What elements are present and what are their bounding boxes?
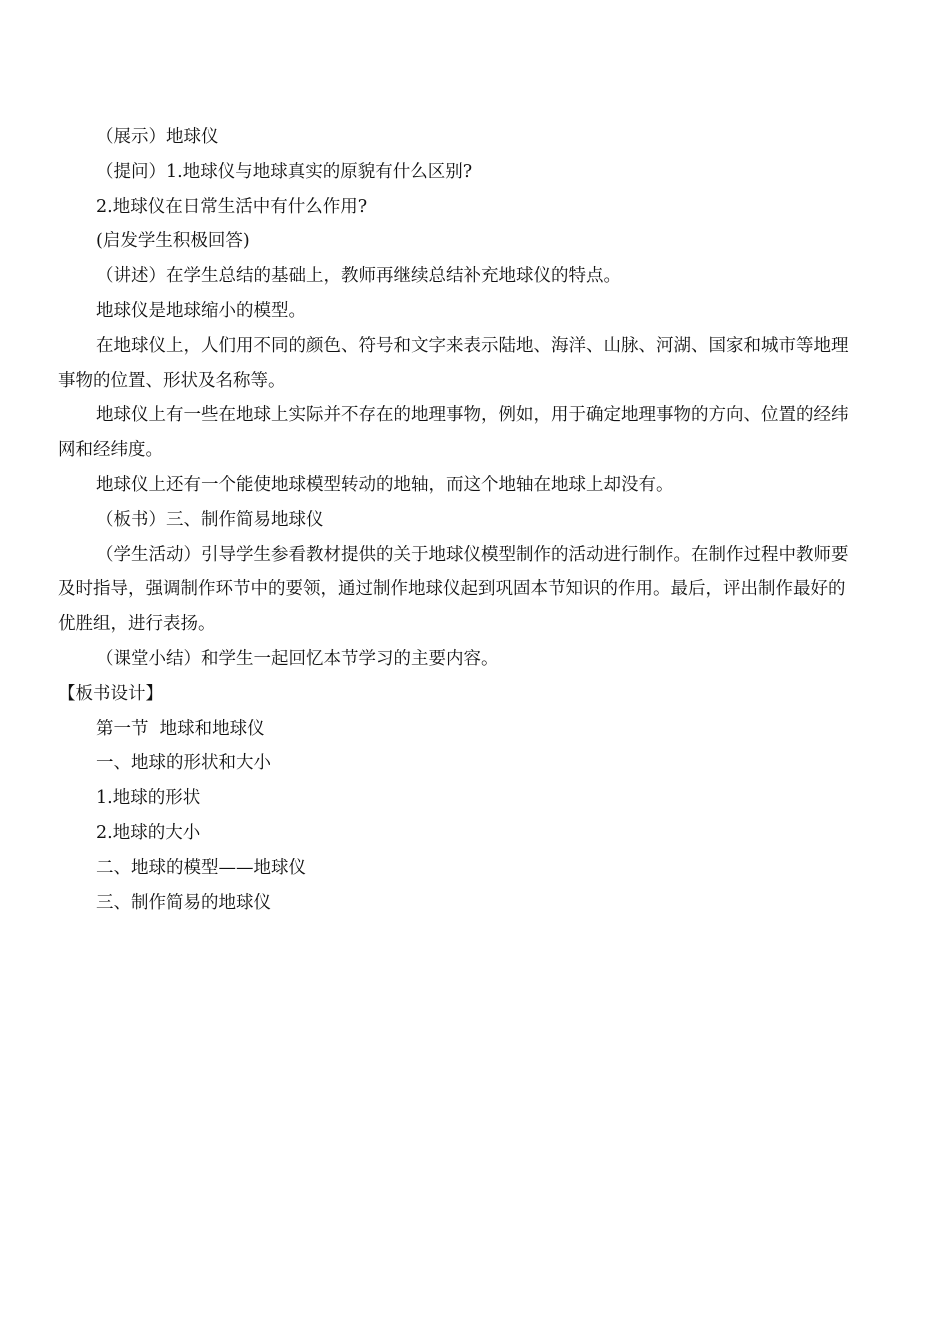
paragraph-display: （展示）地球仪 <box>96 127 219 147</box>
paragraph-board-note: （板书）三、制作简易地球仪 <box>96 509 324 530</box>
board-line: 三、制作简易的地球仪 <box>96 892 271 913</box>
paragraph-question-1: （提问）1.地球仪与地球真实的原貌有什么区别? <box>96 161 473 182</box>
document-page <box>58 120 850 920</box>
board-line: 第一节 地球和地球仪 <box>96 718 265 739</box>
board-design-heading: 【板书设计】 <box>58 683 163 704</box>
board-line: 1.地球的形状 <box>96 788 201 809</box>
board-line: 2.地球的大小 <box>96 822 201 843</box>
paragraph-axis: 地球仪上还有一个能使地球模型转动的地轴，而这个地轴在地球上却没有。 <box>96 474 674 495</box>
board-line: 二、地球的模型——地球仪 <box>96 857 306 878</box>
paragraph-lecture: （讲述）在学生总结的基础上，教师再继续总结补充地球仪的特点。 <box>96 266 621 287</box>
paragraph-prompt-answer: (启发学生积极回答) <box>96 231 250 252</box>
board-line: 一、地球的形状和大小 <box>96 753 271 774</box>
paragraph-globe-model: 地球仪是地球缩小的模型。 <box>96 300 306 321</box>
paragraph-summary: （课堂小结）和学生一起回忆本节学习的主要内容。 <box>96 648 499 669</box>
paragraph-student-activity: （学生活动）引导学生参看教材提供的关于地球仪模型制作的活动进行制作。在制作过程中教师要及时指导，强调制作环节中的要领，通过制作地球仪起到巩固本节知识的作用。最后，评出制作最好的优胜组，进行表扬。 <box>58 544 849 635</box>
paragraph-graticule: 地球仪上有一些在地球上实际并不存在的地理事物，例如，用于确定地理事物的方向、位置的经纬网和经纬度。 <box>58 405 849 461</box>
paragraph-globe-symbols: 在地球仪上，人们用不同的颜色、符号和文字来表示陆地、海洋、山脉、河湖、国家和城市等地理事物的位置、形状及名称等。 <box>58 335 849 391</box>
paragraph-question-2: 2.地球仪在日常生活中有什么作用? <box>96 196 368 217</box>
